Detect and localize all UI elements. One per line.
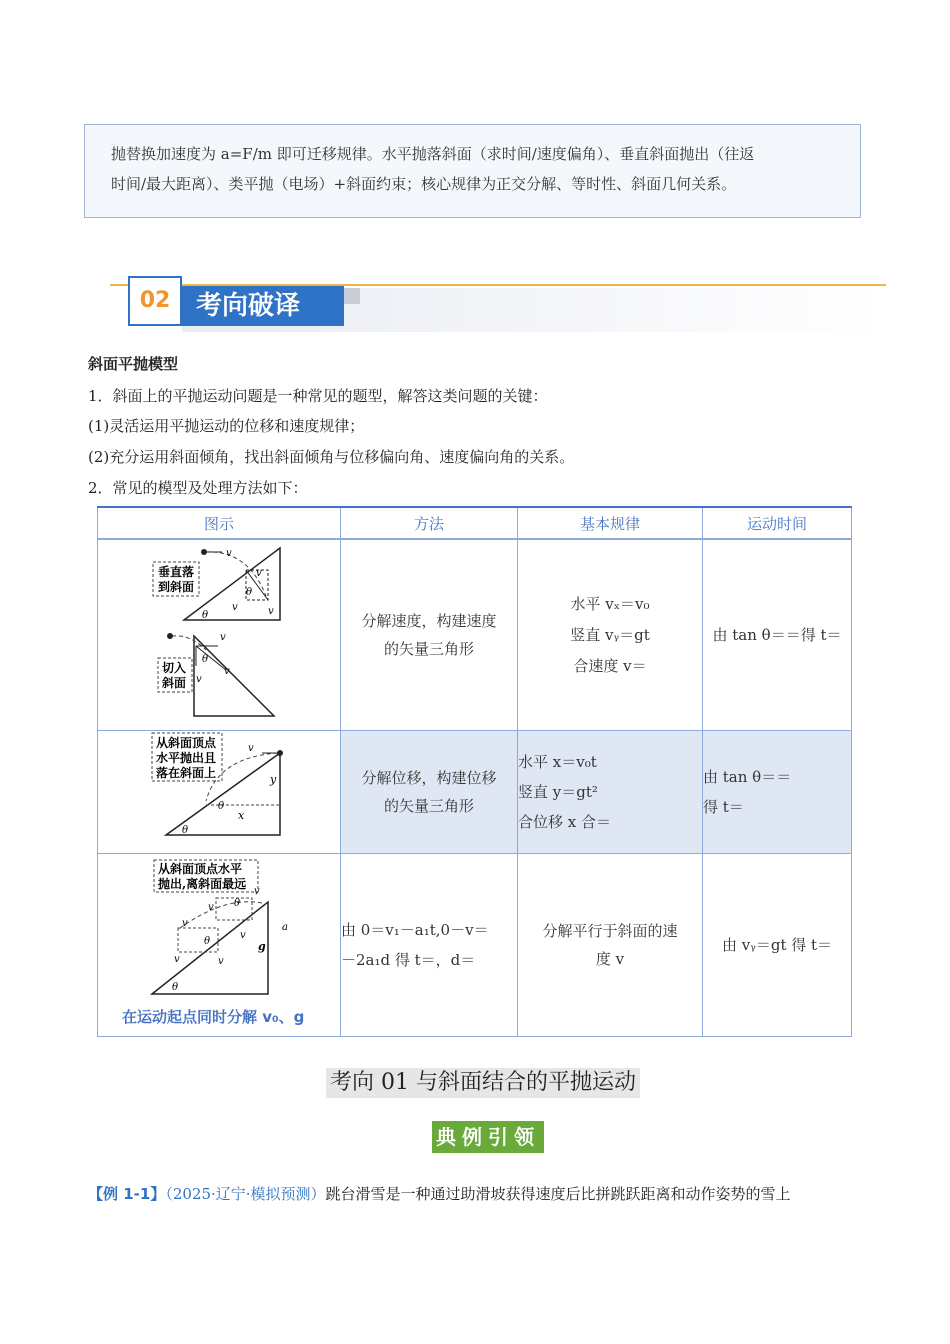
body-p2: (1)灵活运用平抛运动的位移和速度规律；: [88, 417, 365, 435]
table-header-row: [98, 507, 852, 539]
svg-text:θ: θ: [234, 898, 241, 909]
example-source: （2025·辽宁·模拟预测）: [165, 1185, 326, 1203]
diagram-farthest-point: [98, 858, 340, 1008]
fig-label: 抛出,离斜面最远: [158, 877, 247, 891]
time-line: 得 t＝: [703, 798, 744, 816]
fig-label: 水平抛出且: [156, 751, 217, 765]
svg-text:v: v: [182, 918, 188, 929]
method-line: 分解位移，构建位移: [361, 769, 497, 787]
time-line: 由 tan θ＝＝: [703, 768, 792, 786]
header-method: 方法: [341, 507, 518, 539]
example-badge: 典例引领: [432, 1121, 544, 1153]
method-cell-3: [341, 854, 518, 1037]
method-line: －2a₁d 得 t＝，d＝: [341, 951, 476, 969]
section-decor: [344, 288, 360, 304]
svg-text:θ: θ: [182, 825, 189, 836]
figure-caption: 在运动起点同时分解 v₀、g: [122, 1008, 305, 1026]
figure-cell-1: [98, 539, 341, 731]
svg-text:y: y: [270, 773, 277, 786]
svg-text:θ: θ: [246, 587, 253, 598]
diagram-perpendicular-landing: [98, 540, 340, 726]
time-cell-2: [703, 731, 852, 854]
fig-label: 到斜面: [158, 580, 195, 594]
figure-cell-2: [98, 731, 341, 854]
section-title: 考向破译: [182, 286, 344, 326]
method-line: 的矢量三角形: [383, 797, 474, 815]
method-line: 的矢量三角形: [383, 640, 474, 658]
svg-text:g: g: [258, 940, 266, 953]
svg-text:θ: θ: [204, 936, 211, 947]
svg-text:a: a: [282, 922, 288, 933]
fig-label: 从斜面顶点水平: [158, 862, 243, 876]
svg-text:θ: θ: [202, 654, 209, 665]
law-line: 度 v: [595, 950, 625, 968]
svg-text:v: v: [224, 666, 230, 677]
fig-label: 垂直落: [158, 565, 195, 579]
svg-text:v: v: [248, 743, 254, 754]
svg-text:θ: θ: [172, 982, 179, 993]
summary-box: [84, 124, 861, 218]
law-line: 竖直 y＝gt²: [518, 783, 598, 801]
law-line: 竖直 vᵧ＝gt: [570, 625, 650, 644]
svg-text:θ: θ: [218, 801, 225, 812]
model-table: [97, 506, 852, 1037]
method-cell-2: [341, 731, 518, 854]
fig-label: 斜面: [162, 676, 187, 690]
header-figure: 图示: [98, 507, 341, 539]
body-heading: 斜面平抛模型: [88, 355, 179, 373]
law-cell-1: [518, 539, 703, 731]
table-row: [98, 731, 852, 854]
law-cell-3: [518, 854, 703, 1037]
time-cell-3: 由 vᵧ＝gt 得 t＝: [703, 854, 852, 1037]
svg-text:v: v: [208, 902, 214, 913]
law-line: 分解平行于斜面的速: [542, 922, 678, 940]
svg-text:v: v: [226, 548, 232, 559]
fig-label: 落在斜面上: [156, 766, 217, 780]
example-line: [88, 1184, 791, 1204]
svg-text:v: v: [174, 954, 180, 965]
summary-line-2: 时间/最大距离）、类平抛（电场）+斜面约束；核心规律为正交分解、等时性、斜面几何关系。: [111, 175, 737, 193]
svg-text:v: v: [196, 674, 202, 685]
method-line: 由 0＝v₁－a₁t,0－v＝: [341, 921, 489, 939]
summary-line-1: 抛替换加速度为 a=F/m 即可迁移规律。水平抛落斜面（求时间/速度偏角）、垂直斜面抛出（往返: [111, 145, 755, 163]
svg-text:v: v: [232, 602, 238, 613]
figure-cell-3: [98, 854, 341, 1037]
law-cell-2: [518, 731, 703, 854]
table-row: [98, 854, 852, 1037]
body-p1: 1．斜面上的平抛运动问题是一种常见的题型，解答这类问题的关键：: [88, 387, 548, 405]
svg-text:v: v: [240, 930, 246, 941]
example-tag: 【例 1-1】: [88, 1185, 166, 1203]
section-number: 02: [128, 276, 182, 326]
svg-text:v: v: [254, 886, 260, 897]
header-law: 基本规律: [518, 507, 703, 539]
header-time: 运动时间: [703, 507, 852, 539]
law-line: 合位移 x 合＝: [518, 813, 611, 831]
svg-text:v: v: [256, 568, 262, 579]
fig-label: 切入: [162, 661, 187, 675]
diagram-launch-from-top: [98, 731, 340, 849]
method-line: 分解速度，构建速度: [361, 612, 497, 630]
body-p4: 2．常见的模型及处理方法如下：: [88, 479, 308, 497]
topic-heading: 考向 01 与斜面结合的平抛运动: [326, 1068, 640, 1098]
svg-text:x: x: [238, 809, 245, 822]
svg-text:v: v: [268, 606, 274, 617]
law-line: 合速度 v＝: [573, 656, 647, 675]
law-line: 水平 x＝v₀t: [518, 753, 597, 771]
method-cell-1: [341, 539, 518, 731]
svg-text:v: v: [220, 632, 226, 643]
fig-label: 从斜面顶点: [156, 736, 217, 750]
law-line: 水平 vₓ＝v₀: [570, 594, 650, 613]
body-p3: (2)充分运用斜面倾角，找出斜面倾角与位移偏向角、速度偏向角的关系。: [88, 448, 575, 466]
time-cell-1: 由 tan θ＝＝得 t＝: [703, 539, 852, 731]
example-text: 跳台滑雪是一种通过助滑坡获得速度后比拼跳跃距离和动作姿势的雪上: [325, 1185, 791, 1203]
svg-text:θ: θ: [202, 610, 209, 621]
svg-text:v: v: [218, 956, 224, 967]
table-row: [98, 539, 852, 731]
